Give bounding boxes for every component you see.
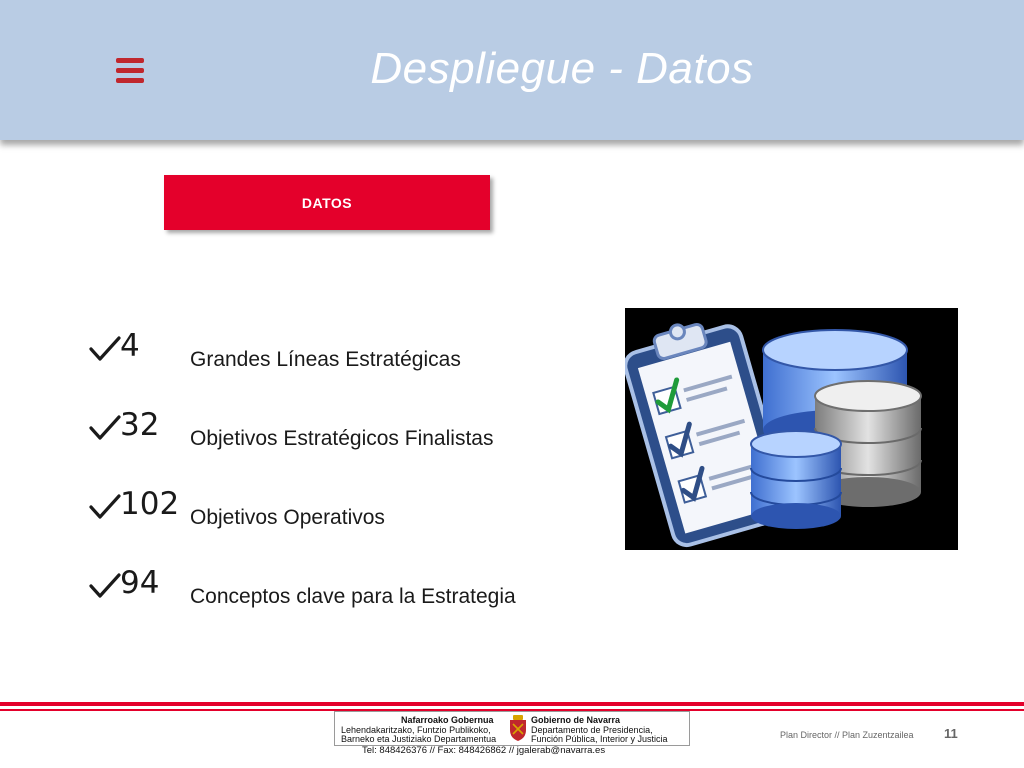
stat-number: 32: [120, 407, 160, 443]
stat-label: Objetivos Estratégicos Finalistas: [190, 427, 494, 450]
gov-right-dept2: Función Pública, Interior y Justicia: [531, 734, 668, 744]
contact-info: Tel: 848426376 // Fax: 848426862 // jgalerab@navarra.es: [362, 745, 606, 756]
clipboard-database-illustration: [625, 308, 958, 550]
datos-section-button[interactable]: [164, 175, 490, 230]
stat-item: [88, 407, 608, 455]
datos-section-label: DATOS: [301, 194, 353, 211]
checkmark-icon: [88, 490, 122, 524]
stat-label: Grandes Líneas Estratégicas: [190, 348, 461, 371]
footer-plan-label: Plan Director // Plan Zuzentzailea: [780, 730, 914, 740]
stat-item: [88, 565, 608, 613]
gov-left-dept1: Lehendakaritzako, Funtzio Publikoko,: [341, 725, 491, 735]
checkmark-icon: [88, 332, 122, 366]
gov-right-name: Gobierno de Navarra: [531, 715, 621, 725]
clipboard-checklist-database-icon: [625, 308, 958, 550]
stat-number: 102: [120, 486, 180, 522]
header-banner: [0, 0, 1024, 140]
gov-left-name: Nafarroako Gobernua: [401, 715, 494, 725]
checkmark-icon: [88, 411, 122, 445]
stat-label: Objetivos Operativos: [190, 506, 385, 529]
navarra-shield-icon: [507, 714, 529, 742]
footer-divider: [0, 702, 1024, 706]
stat-number: 4: [120, 328, 140, 364]
stat-number: 94: [120, 565, 160, 601]
stat-item: [88, 328, 608, 376]
gov-right-dept1: Departamento de Presidencia,: [531, 725, 653, 735]
stat-item: [88, 486, 608, 534]
page-title: Despliegue - Datos: [370, 44, 754, 93]
checkmark-icon: [88, 569, 122, 603]
gov-left-dept2: Barneko eta Justiziako Departamentua: [341, 734, 497, 744]
stat-label: Conceptos clave para la Estrategia: [190, 585, 516, 608]
page-number: 11: [944, 726, 958, 741]
government-logo-block: [334, 711, 690, 746]
